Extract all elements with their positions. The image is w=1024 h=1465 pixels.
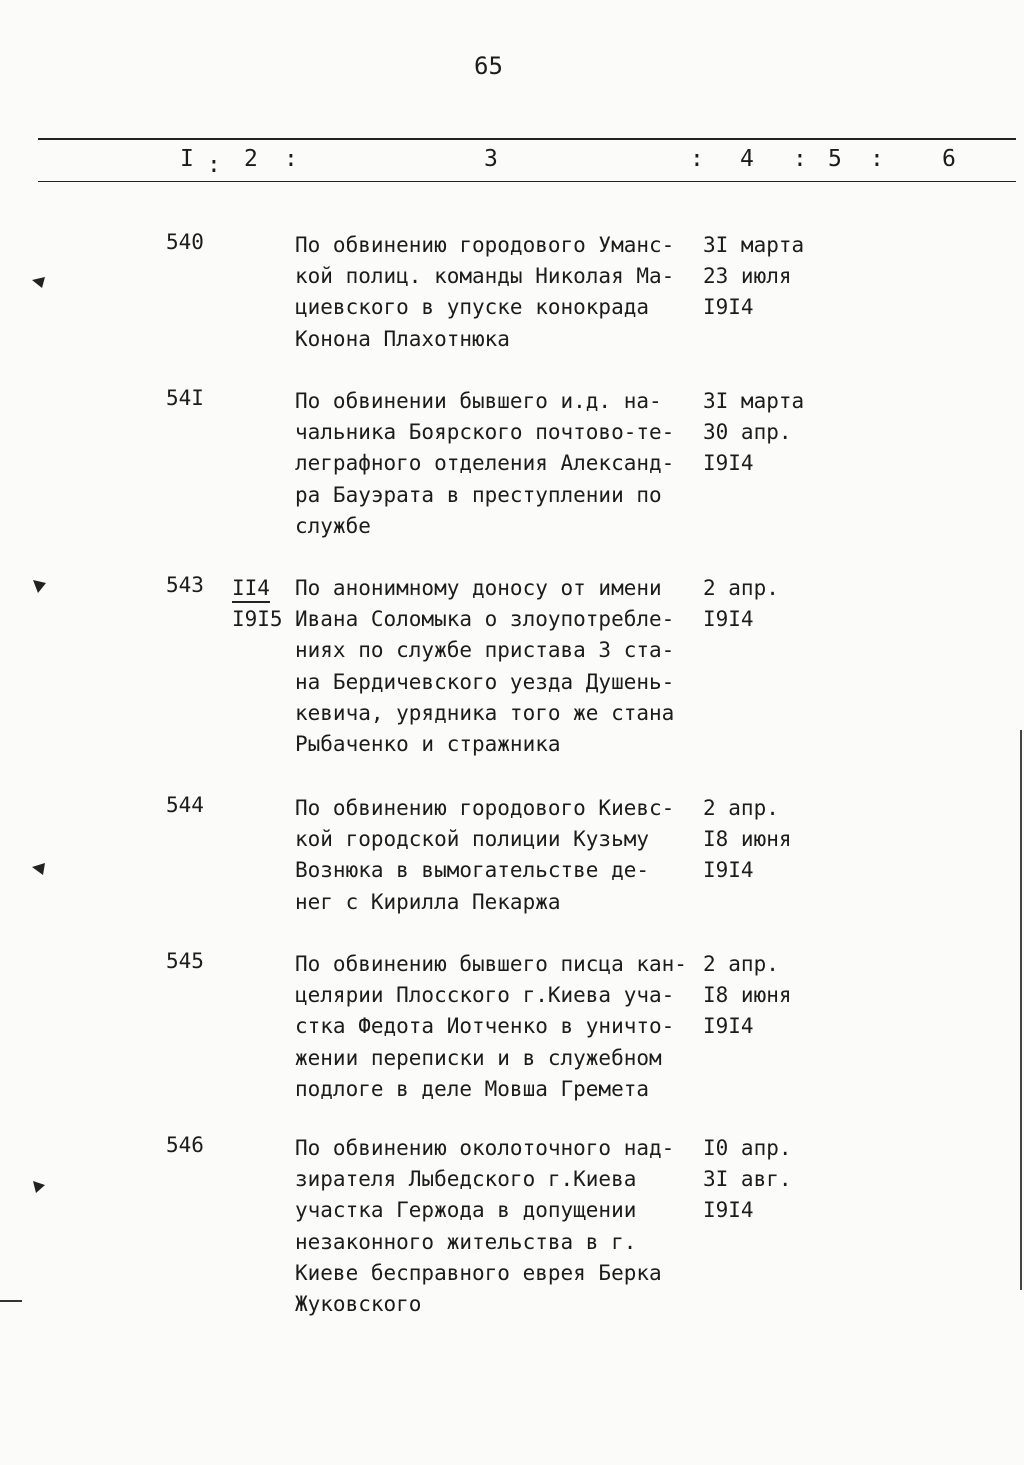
description-line: зирателя Лыбедского г.Киева <box>295 1167 637 1192</box>
case-description <box>295 1133 697 1320</box>
date-line: I9I4 <box>703 858 754 882</box>
column-separator: : <box>284 146 298 172</box>
date-line: I9I4 <box>703 295 754 319</box>
date-line: 2 апр. <box>703 796 779 820</box>
case-dates <box>703 573 779 635</box>
date-line: 2 апр. <box>703 952 779 976</box>
case-number: 544 <box>166 793 204 817</box>
column-header-2: 2 <box>244 146 258 172</box>
case-dates <box>703 793 792 886</box>
case-description <box>295 949 697 1105</box>
case-number: 546 <box>166 1133 204 1157</box>
date-line: I9I4 <box>703 1198 754 1222</box>
description-line: нег с Кирилла Пекаржа <box>295 889 561 914</box>
case-number: 545 <box>166 949 204 973</box>
header-rule-bottom <box>38 181 1016 182</box>
column-header-4: 4 <box>740 146 754 172</box>
case-dates <box>703 230 804 323</box>
case-number: 543 <box>166 573 204 597</box>
case-dates <box>703 949 792 1042</box>
reference-numerator: II4 <box>232 575 270 603</box>
punch-hole-mark <box>30 274 48 292</box>
description-line: кой городской полиции Кузьму <box>295 827 650 852</box>
description-line: Конона Плахотнюка <box>295 326 510 351</box>
description-line: По обвинению городового Уманс- <box>295 233 675 257</box>
description-line: По обвинении бывшего и.д. на- <box>295 389 662 413</box>
description-line: участка Гержода в допущении <box>295 1198 637 1223</box>
date-line: I8 июня <box>703 827 792 851</box>
page-edge-line <box>1020 730 1022 1290</box>
date-line: I9I4 <box>703 607 754 631</box>
description-line: целярии Плосского г.Киева уча- <box>295 983 675 1008</box>
description-line: на Бердичевского уезда Душень- <box>295 669 675 694</box>
date-line: 3I марта <box>703 389 805 413</box>
description-line: незаконного жительства в г. <box>295 1229 637 1254</box>
description-line: По обвинению городового Киевс- <box>295 796 675 820</box>
description-line: жении переписки и в служебном <box>295 1045 662 1070</box>
edge-mark <box>0 1300 22 1302</box>
column-header-6: 6 <box>942 146 956 172</box>
page-number: 65 <box>474 52 503 80</box>
description-line: По обвинению околоточного над- <box>295 1136 675 1160</box>
case-description <box>295 793 697 918</box>
date-line: I9I4 <box>703 451 754 475</box>
description-line: Ивана Соломыка о злоупотребле- <box>295 607 675 632</box>
case-dates <box>703 386 804 479</box>
date-line: 3I авг. <box>703 1167 792 1191</box>
header-rule-top <box>38 138 1016 140</box>
description-line: ра Бауэрата в преступлении по <box>295 482 662 507</box>
column-header-5: 5 <box>828 146 842 172</box>
case-number: 540 <box>166 230 204 254</box>
description-line: чальника Боярского почтово-те- <box>295 420 675 445</box>
date-line: I0 апр. <box>703 1136 792 1160</box>
description-line: Жуковского <box>295 1292 422 1317</box>
case-description <box>295 573 697 760</box>
description-line: Киеве бесправного еврея Берка <box>295 1260 662 1285</box>
description-line: ниях по службе пристава 3 ста- <box>295 638 675 663</box>
description-line: Рыбаченко и стражника <box>295 732 561 757</box>
punch-hole-mark <box>30 1177 48 1195</box>
date-line: 3I марта <box>703 233 805 257</box>
description-line: кой полиц. команды Николая Ма- <box>295 264 675 289</box>
reference-year: I9I5 <box>232 607 283 631</box>
case-description <box>295 386 697 542</box>
date-line: 2 апр. <box>703 576 779 600</box>
description-line: кевича, урядника того же стана <box>295 700 675 725</box>
description-line: циевского в упуске конокрада <box>295 295 650 320</box>
archive-reference <box>232 573 283 635</box>
description-line: подлоге в деле Мовша Гремета <box>295 1076 650 1101</box>
description-line: Вознюка в вымогательстве де- <box>295 858 650 883</box>
description-line: стка Федота Иотченко в уничто- <box>295 1014 675 1039</box>
punch-hole-mark <box>30 860 48 878</box>
date-line: I9I4 <box>703 1014 754 1038</box>
column-separator: : <box>207 152 221 178</box>
description-line: По обвинению бывшего писца кан- <box>295 952 687 976</box>
punch-hole-mark <box>30 577 48 595</box>
description-line: По анонимному доносу от имени <box>295 576 662 600</box>
case-number: 54I <box>166 386 204 410</box>
description-line: леграфного отделения Александ- <box>295 451 675 476</box>
date-line: 30 апр. <box>703 420 792 444</box>
column-header-3: 3 <box>484 146 498 172</box>
case-dates <box>703 1133 792 1226</box>
column-header-1: I <box>180 146 194 172</box>
column-separator: : <box>870 146 884 172</box>
case-description <box>295 230 697 355</box>
column-separator: : <box>690 146 704 172</box>
description-line: службе <box>295 513 371 538</box>
date-line: 23 июля <box>703 264 792 288</box>
column-separator: : <box>793 146 807 172</box>
date-line: I8 июня <box>703 983 792 1007</box>
